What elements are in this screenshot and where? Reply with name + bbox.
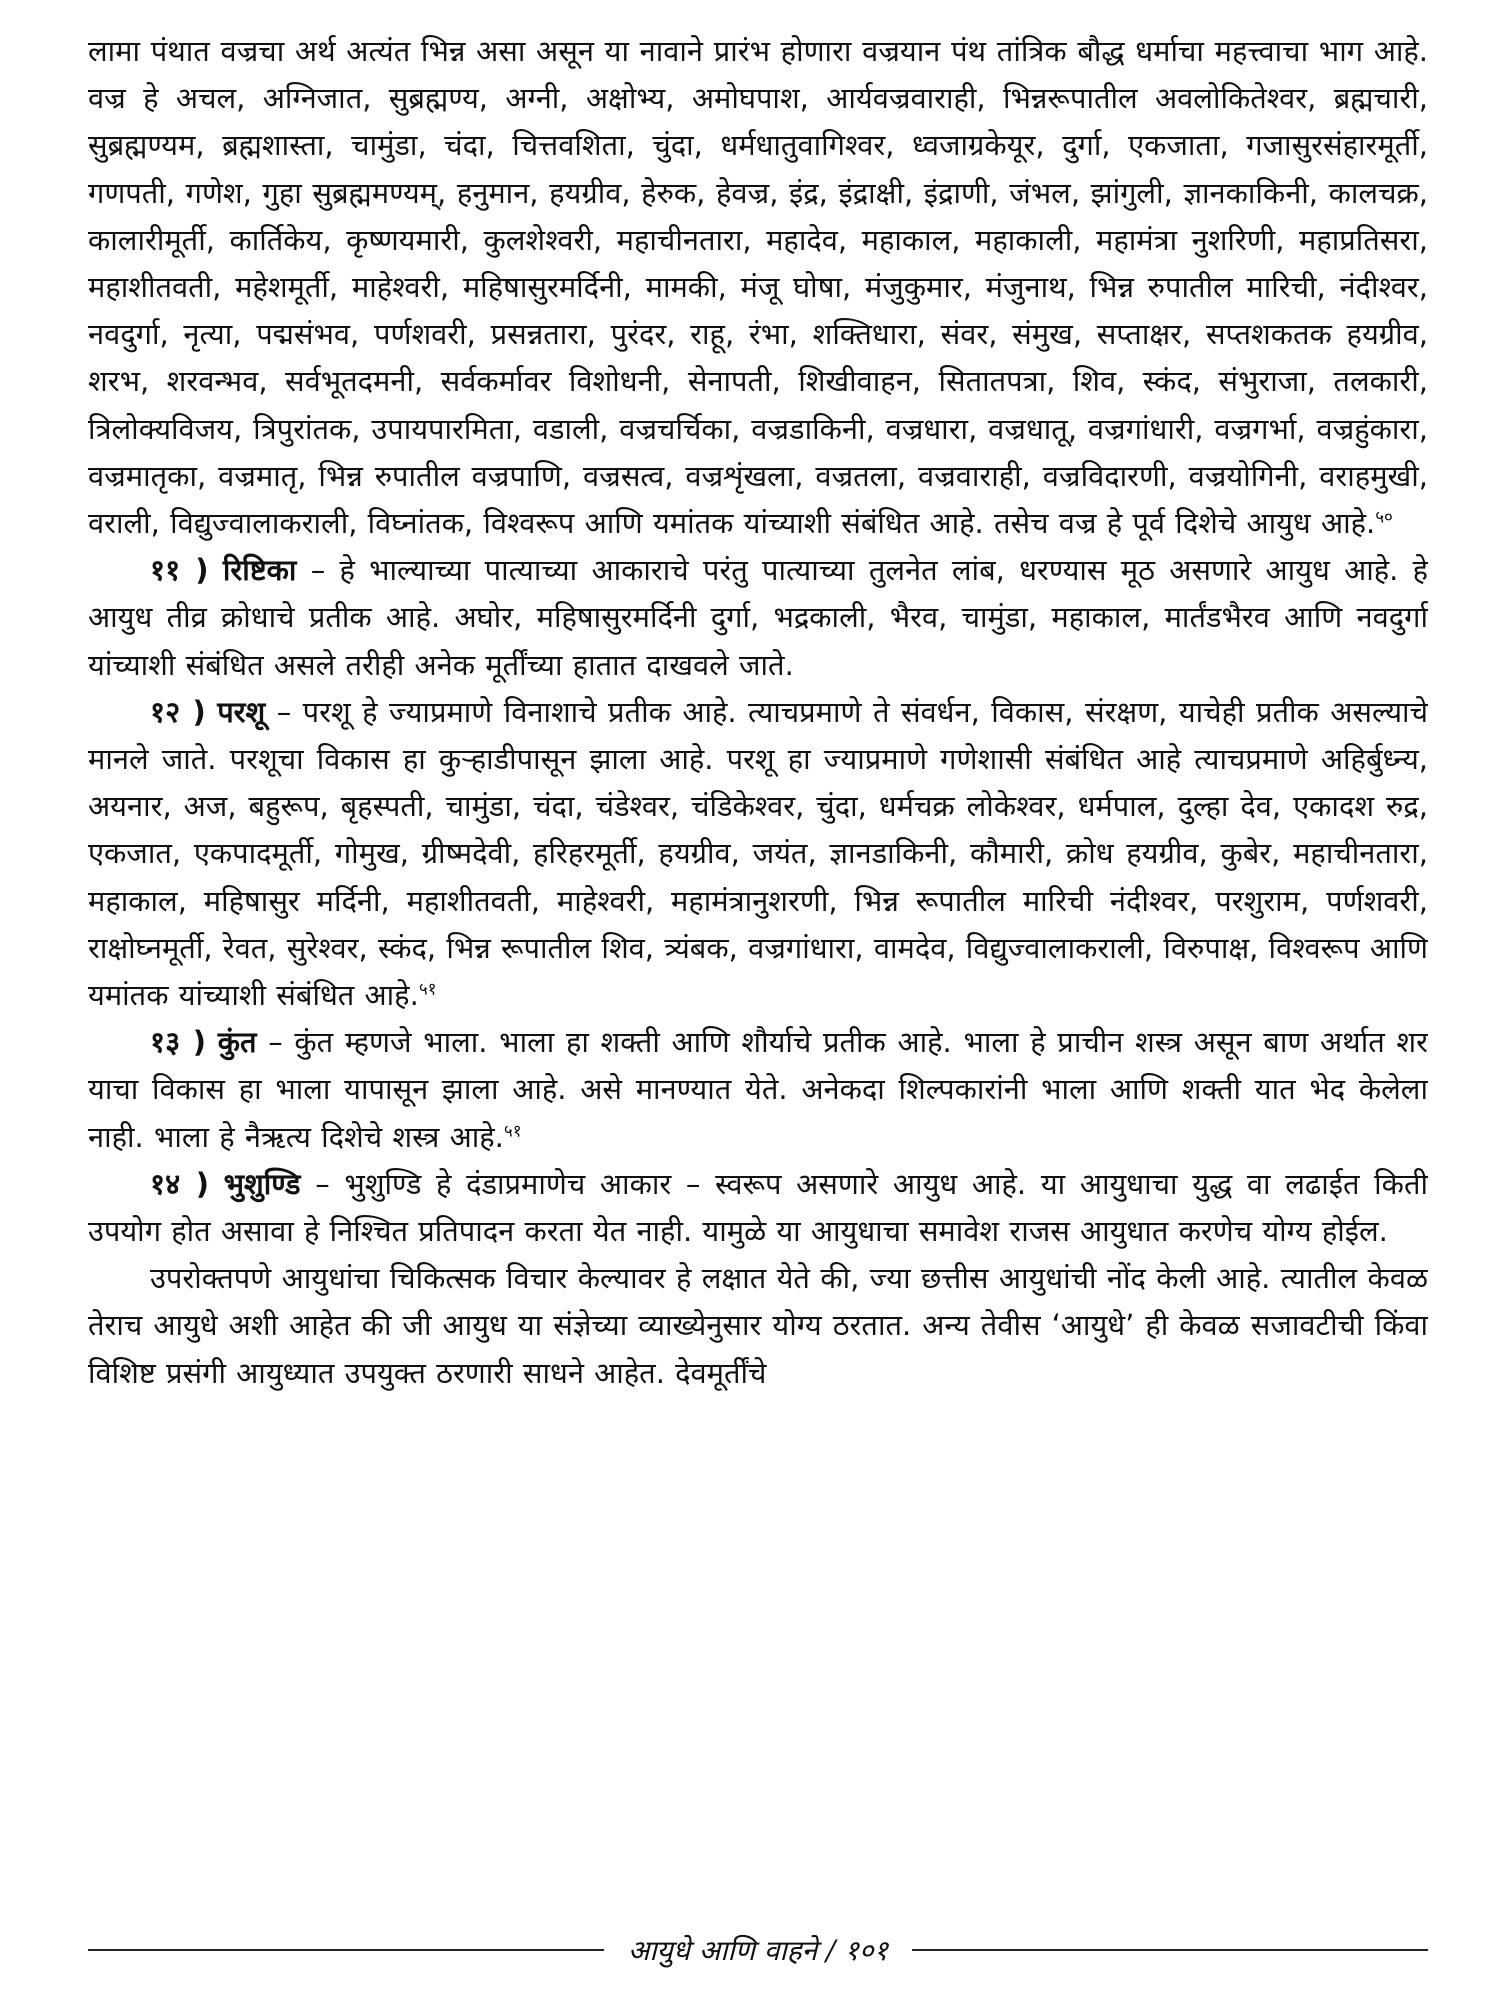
item-term: परशू (217, 694, 266, 729)
footnote-ref: ५१ (503, 1121, 522, 1142)
item-term: कुंत (217, 1025, 257, 1060)
page-body (88, 28, 1428, 1908)
paragraph-conclusion (88, 1255, 1428, 1397)
paragraph-rishtika (88, 547, 1428, 689)
paragraph-text: उपरोक्तपणे आयुधांचा चिकित्सक विचार केल्यावर हे लक्षात येते की, ज्या छत्तीस आयुधांची नोंद केली आहे. त्यातील केवळ तेराच आयुधे अशी आहेत की जी आयुध या संज्ञेच्या व्याख्येनुसार योग्य ठरतात. अन्य तेवीस ‘आयुधे’ ही केवळ सजावटीची किंवा विशिष्ट प्रसंगी आयुध्यात उपयुक्त ठरणारी साधने आहेत. देवमूर्तींचे (88, 1261, 1428, 1390)
item-number: १४ ) (150, 1166, 209, 1201)
paragraph-text: – परशू हे ज्याप्रमाणे विनाशाचे प्रतीक आहे. त्याचप्रमाणे ते संवर्धन, विकास, संरक्षण, याचेही प्रतीक असल्याचे मानले जाते. परशूचा विकास हा कुऱ्हाडीपासून झाला आहे. परशू हा ज्याप्रमाणे गणेशासी संबंधित आहे त्याचप्रमाणे अहिर्बुध्न्य, अयनार, अज, बहुरूप, बृहस्पती, चामुंडा, चंदा, चंडेश्वर, चंडिकेश्वर, चुंदा, धर्मचक्र लोकेश्वर, धर्मपाल, दुल्हा देव, एकादश रुद्र, एकजात, एकपादमूर्ती, गोमुख, ग्रीष्मदेवी, हरिहरमूर्ती, हयग्रीव, जयंत, ज्ञानडाकिनी, कौमारी, क्रोध हयग्रीव, कुबेर, महाचीनतारा, महाकाल, महिषासुर मर्दिनी, महाशीतवती, माहेश्वरी, महामंत्रानुशरणी, भिन्न रूपातील मारिची नंदीश्वर, परशुराम, पर्णशवरी, राक्षोघ्नमूर्ती, रेवत, सुरेश्वर, स्कंद, भिन्न रूपातील शिव, त्र्यंबक, वज्रगांधारा, वामदेव, विद्युज्वालाकराली, विरुपाक्ष, विश्वरूप आणि यमांतक यांच्याशी संबंधित आहे. (88, 694, 1428, 1013)
paragraph-parashu (88, 689, 1428, 1019)
footnote-ref: ५१ (418, 979, 437, 1000)
item-number: ११ ) (150, 553, 209, 588)
page-footer (88, 1930, 1428, 1970)
paragraph-vajra-continuation (88, 28, 1428, 547)
paragraph-text: – कुंत म्हणजे भाला. भाला हा शक्ती आणि शौर्याचे प्रतीक आहे. भाला हे प्राचीन शस्त्र असून बाण अर्थात शर याचा विकास हा भाला यापासून झाला आहे. असे मानण्यात येते. अनेकदा शिल्पकारांनी भाला आणि शक्ती यात भेद केलेला नाही. भाला हे नैऋत्य दिशेचे शस्त्र आहे. (88, 1025, 1428, 1154)
paragraph-text: – हे भाल्याच्या पात्याच्या आकाराचे परंतु पात्याच्या तुलनेत लांब, धरण्यास मूठ असणारे आयुध आहे. हे आयुध तीव्र क्रोधाचे प्रतीक आहे. अघोर, महिषासुरमर्दिनी दुर्गा, भद्रकाली, भैरव, चामुंडा, महाकाल, मार्तंडभैरव आणि नवदुर्गा यांच्याशी संबंधित असले तरीही अनेक मूर्तींच्या हातात दाखवले जाते. (88, 553, 1428, 682)
item-term: भुशुण्डि (223, 1166, 301, 1201)
paragraph-text: लामा पंथात वज्रचा अर्थ अत्यंत भिन्न असा असून या नावाने प्रारंभ होणारा वज्रयान पंथ तांत्रिक बौद्ध धर्माचा महत्त्वाचा भाग आहे. वज्र हे अचल, अग्निजात, सुब्रह्मण्य, अग्नी, अक्षोभ्य, अमोघपाश, आर्यवज्रवाराही, भिन्नरूपातील अवलोकितेश्वर, ब्रह्मचारी, सुब्रह्मण्यम, ब्रह्मशास्ता, चामुंडा, चंदा, चित्तवशिता, चुंदा, धर्मधातुवागिश्वर, ध्वजाग्रकेयूर, दुर्गा, एकजाता, गजासुरसंहारमूर्ती, गणपती, गणेश, गुहा सुब्रह्ममण्यम्, हनुमान, हयग्रीव, हेरुक, हेवज्र, इंद्र, इंद्राक्षी, इंद्राणी, जंभल, झांगुली, ज्ञानकाकिनी, कालचक्र, कालारीमूर्ती, कार्तिकेय, कृष्णयमारी, कुलशेश्वरी, महाचीनतारा, महादेव, महाकाल, महाकाली, महामंत्रा नुशरिणी, महाप्रतिसरा, महाशीतवती, महेशमूर्ती, माहेश्वरी, महिषासुरमर्दिनी, मामकी, मंजू घोषा, मंजुकुमार, मंजुनाथ, भिन्न रुपातील मारिची, नंदीश्वर, नवदुर्गा, नृत्या, पद्मसंभव, पर्णशवरी, प्रसन्नतारा, पुरंदर, राहू, रंभा, शक्तिधारा, संवर, संमुख, सप्ताक्षर, सप्तशकतक हयग्रीव, शरभ, शरवन्भव, सर्वभूतदमनी, सर्वकर्मावर विशोधनी, सेनापती, शिखीवाहन, सितातपत्रा, शिव, स्कंद, संभुराजा, तलकारी, त्रिलोक्यविजय, त्रिपुरांतक, उपायपारमिता, वडाली, वज्रचर्चिका, वज्रडाकिनी, वज्रधारा, वज्रधातू, वज्रगांधारी, वज्रगर्भा, वज्रहुंकारा, वज्रमातृका, वज्रमातृ, भिन्न रुपातील वज्रपाणि, वज्रसत्व, वज्रशृंखला, वज्रतला, वज्रवाराही, वज्रविदारणी, वज्रयोगिनी, वराहमुखी, वराली, विद्युज्वालाकराली, विघ्नांतक, विश्वरूप आणि यमांतक यांच्याशी संबंधित आहे. तसेच वज्र हे पूर्व दिशेचे आयुध आहे. (88, 34, 1428, 541)
item-term: रिष्टिका (222, 553, 297, 588)
footnote-ref: ५० (1375, 507, 1393, 528)
paragraph-bhushundi (88, 1161, 1428, 1255)
item-number: १२ ) (150, 694, 206, 729)
item-number: १३ ) (150, 1025, 206, 1060)
footer-running-title: आयुधे आणि वाहने / १०१ (627, 1934, 889, 1967)
paragraph-text: – भुशुण्डि हे दंडाप्रमाणेच आकार – स्वरूप असणारे आयुध आहे. या आयुधाचा युद्ध वा लढाईत किती उपयोग होत असावा हे निश्चित प्रतिपादन करता येत नाही. यामुळे या आयुधाचा समावेश राजस आयुधात करणेच योग्य होईल. (88, 1166, 1428, 1249)
footer-rule-left (88, 1949, 604, 1951)
footer-rule-right (912, 1949, 1428, 1951)
paragraph-kunta (88, 1019, 1428, 1161)
